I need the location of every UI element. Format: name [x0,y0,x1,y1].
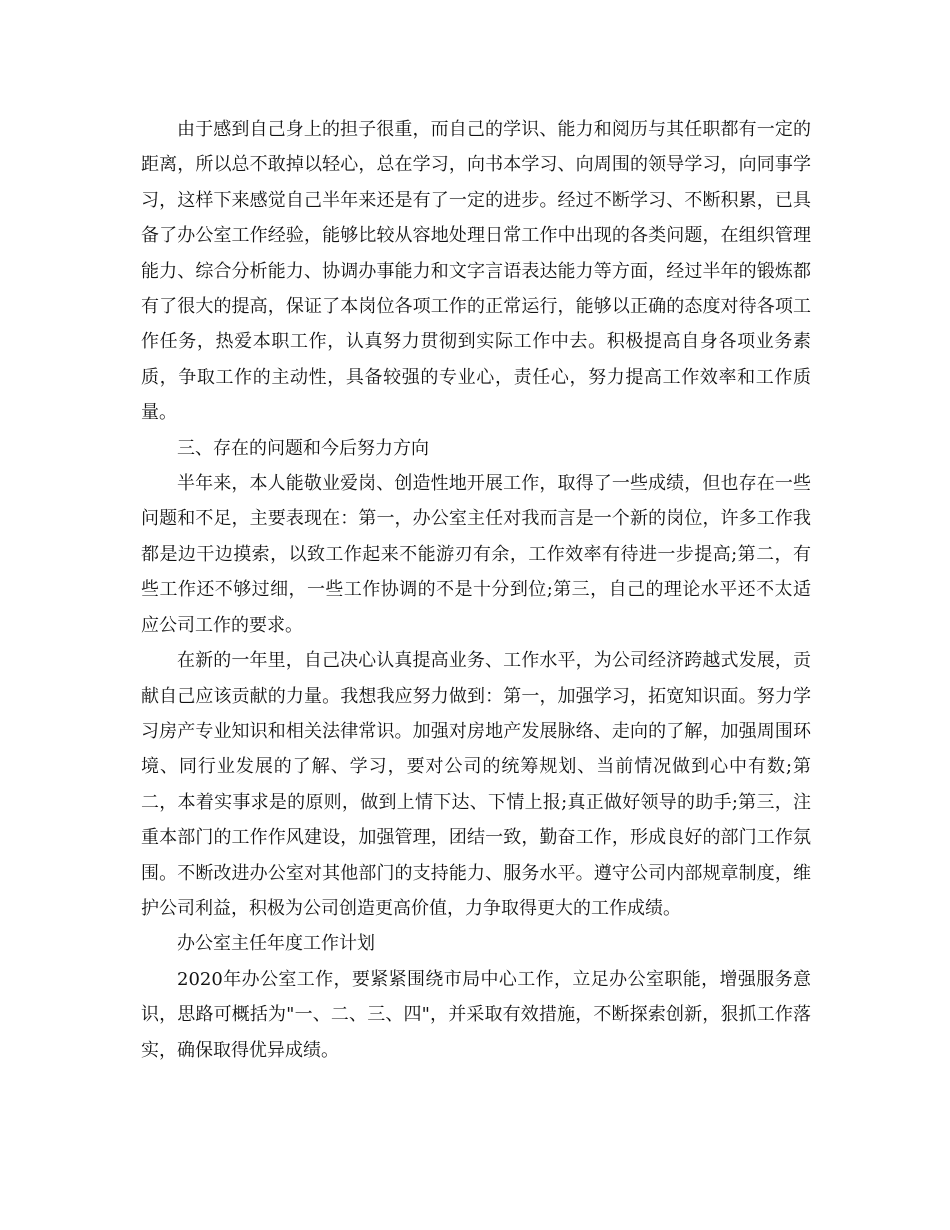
document-body [141,112,811,1068]
section-heading-problems: 三、存在的问题和今后努力方向 [177,437,429,459]
section-heading-annual-plan: 办公室主任年度工作计划 [177,933,375,955]
paragraph-study-progress: 由于感到自己身上的担子很重，而自己的学识、能力和阅历与其任职都有一定的距离，所以总不敢掉以轻心，总在学习，向书本学习、向周围的领导学习，向同事学习，这样下来感觉自己半年来还是有了一定的进步。经过不断学习、不断积累，已具备了办公室工作经验，能够比较从容地处理日常工作中出现的各类问题，在组织管理能力、综合分析能力、协调办事能力和文字言语表达能力等方面，经过半年的锻炼都有了很大的提高，保证了本岗位各项工作的正常运行，能够以正确的态度对待各项工作任务，热爱本职工作，认真努力贯彻到实际工作中去。积极提高自身各项业务素质，争取工作的主动性，具备较强的专业心，责任心，努力提高工作效率和工作质量。 [141,119,811,424]
paragraph-2020-plan: 2020年办公室工作，要紧紧围绕市局中心工作，立足办公室职能，增强服务意识，思路可概括为"一、二、三、四"，并采取有效措施，不断探索创新，狠抓工作落实，确保取得优异成绩。 [141,968,811,1061]
paragraph-new-year-goals: 在新的一年里，自己决心认真提高业务、工作水平，为公司经济跨越式发展，贡献自己应该贡献的力量。我想我应努力做到：第一，加强学习，拓宽知识面。努力学习房产专业知识和相关法律常识。加强对房地产发展脉络、走向的了解，加强周围环境、同行业发展的了解、学习，要对公司的统筹规划、当前情况做到心中有数;第二，本着实事求是的原则，做到上情下达、下情上报;真正做好领导的助手;第三，注重本部门的工作作风建设，加强管理，团结一致，勤奋工作，形成良好的部门工作氛围。不断改进办公室对其他部门的支持能力、服务水平。遵守公司内部规章制度，维护公司利益，积极为公司创造更高价值，力争取得更大的工作成绩。 [141,650,811,919]
paragraph-shortcomings: 半年来，本人能敬业爱岗、创造性地开展工作，取得了一些成绩，但也存在一些问题和不足，主要表现在：第一，办公室主任对我而言是一个新的岗位，许多工作我都是边干边摸索，以致工作起来不能游刃有余，工作效率有待进一步提高;第二，有些工作还不够过细，一些工作协调的不是十分到位;第三，自己的理论水平还不太适应公司工作的要求。 [141,473,811,636]
